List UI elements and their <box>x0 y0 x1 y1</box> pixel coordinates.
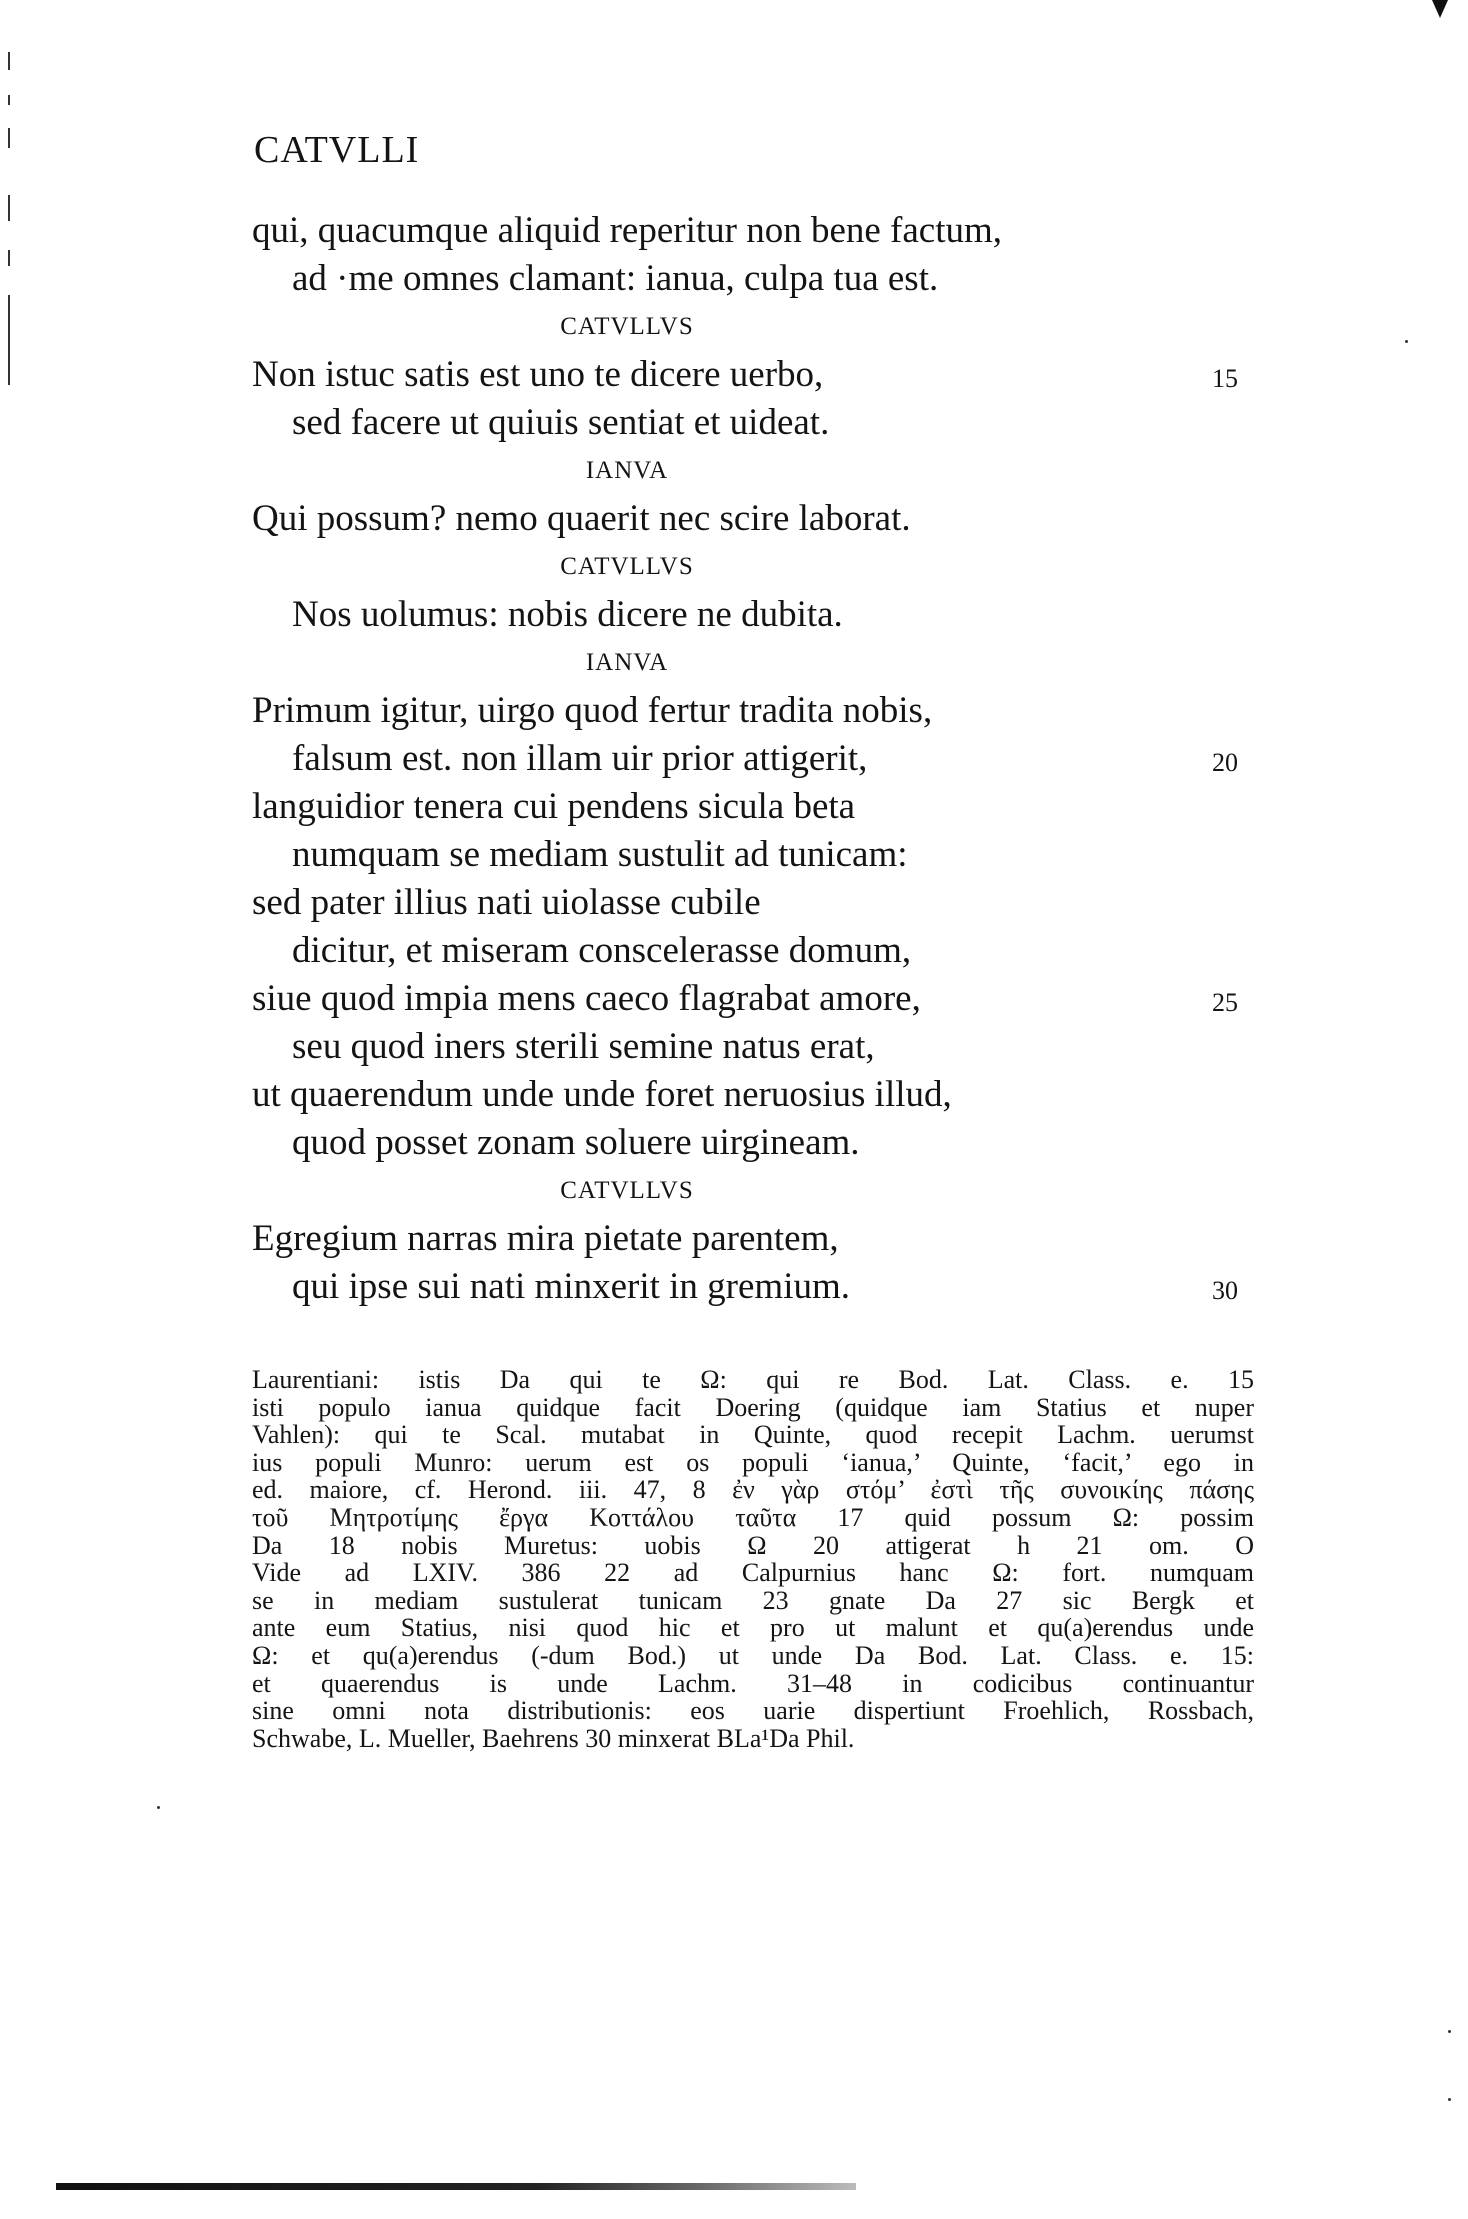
line-number: 25 <box>1212 988 1238 1017</box>
verse-line <box>252 1263 1252 1311</box>
apparatus-line: ius populi Munro: uerum est os populi ‘ianua,’ Quinte, ‘facit,’ ego in <box>252 1447 1254 1477</box>
verse-line <box>252 255 1252 303</box>
bottom-scan-edge <box>56 2183 856 2190</box>
apparatus-line: ed. maiore, cf. Herond. iii. 47, 8 ἐν γὰρ στόμ’ ἐστὶ τῆς συνοικίης πάσης <box>252 1475 1254 1505</box>
apparatus-line: isti populo ianua quidque facit Doering (quidque iam Statius et nuper <box>252 1392 1254 1422</box>
verse-line <box>252 1215 1252 1263</box>
line-number: 15 <box>1212 364 1238 393</box>
apparatus-line: Schwabe, L. Mueller, Baehrens 30 minxerat BLa¹Da Phil. <box>252 1723 855 1753</box>
verse-line <box>252 687 1252 735</box>
speaker-label: CATVLLVS <box>560 553 694 580</box>
verse-line <box>252 783 1252 831</box>
apparatus-line: Laurentiani: istis Da qui te Ω: qui re Bod. Lat. Class. e. 15 <box>252 1365 1254 1394</box>
apparatus-line: ante eum Statius, nisi quod hic et pro ut malunt et qu(a)erendus unde <box>252 1613 1254 1643</box>
verse-text: ad ·me omnes clamant: ianua, culpa tua est. <box>292 258 939 299</box>
poem-text <box>252 207 1252 1311</box>
apparatus-line: et quaerendus is unde Lachm. 31–48 in codicibus continuantur <box>252 1668 1254 1698</box>
verse-line <box>252 591 1252 639</box>
verse-line <box>252 1071 1252 1119</box>
verse-line <box>252 207 1252 255</box>
verse-text: Non istuc satis est uno te dicere uerbo, <box>252 354 824 395</box>
apparatus-line: se in mediam sustulerat tunicam 23 gnate Da 27 sic Bergk et <box>252 1585 1254 1615</box>
verse-text: qui, quacumque aliquid reperitur non bene factum, <box>252 210 1003 251</box>
verse-text: sed facere ut quiuis sentiat et uideat. <box>292 402 830 443</box>
verse-text: ut quaerendum unde unde foret neruosius illud, <box>252 1074 952 1115</box>
verse-text: siue quod impia mens caeco flagrabat amore, <box>252 978 921 1019</box>
verse-text: Egregium narras mira pietate parentem, <box>252 1218 839 1259</box>
line-number: 20 <box>1212 748 1238 777</box>
speck <box>1405 340 1408 343</box>
speaker-label: CATVLLVS <box>560 313 694 340</box>
verse-line <box>252 879 1252 927</box>
line-number: 30 <box>1212 1276 1238 1305</box>
verse-text: Qui possum? nemo quaerit nec scire laborat. <box>252 498 911 539</box>
verse-line <box>252 495 1252 543</box>
verse-text: numquam se mediam sustulit ad tunicam: <box>292 834 908 875</box>
verse-line <box>252 927 1252 975</box>
apparatus-line: Ω: et qu(a)erendus (-dum Bod.) ut unde Da Bod. Lat. Class. e. 15: <box>252 1640 1254 1670</box>
verse-text: languidior tenera cui pendens sicula beta <box>252 786 856 827</box>
speaker-label: IANVA <box>585 457 669 484</box>
speck <box>1448 2098 1451 2101</box>
verse-text: Primum igitur, uirgo quod fertur tradita nobis, <box>252 690 933 731</box>
apparatus-line: Da 18 nobis Muretus: uobis Ω 20 attigerat h 21 om. O <box>252 1530 1254 1560</box>
verse-text: dicitur, et miseram conscelerasse domum, <box>292 930 912 971</box>
verse-text: falsum est. non illam uir prior attigerit, <box>292 738 868 779</box>
verse-text: qui ipse sui nati minxerit in gremium. <box>292 1266 851 1307</box>
verse-text: sed pater illius nati uiolasse cubile <box>252 882 761 923</box>
apparatus-line: τοῦ Μητροτίμης ἔργα Κοττάλου ταῦτα 17 quid possum Ω: possim <box>252 1502 1254 1532</box>
verse-line <box>252 1119 1252 1167</box>
apparatus-line: sine omni nota distributionis: eos uarie dispertiunt Froehlich, Rossbach, <box>252 1696 1254 1726</box>
verse-line <box>252 831 1252 879</box>
speaker-label: CATVLLVS <box>560 1177 694 1204</box>
verse-text: seu quod iners sterili semine natus erat, <box>292 1026 875 1067</box>
speck <box>1448 2030 1451 2033</box>
critical-apparatus <box>252 1366 1254 1752</box>
speaker-label: IANVA <box>585 649 669 676</box>
verse-line <box>252 1023 1252 1071</box>
running-head: CATVLLI <box>254 129 420 171</box>
verse-text: Nos uolumus: nobis dicere ne dubita. <box>292 594 843 635</box>
verse-line <box>252 975 1252 1023</box>
page-corner-mark <box>1432 0 1448 18</box>
speck <box>157 1806 160 1809</box>
verse-line <box>252 735 1252 783</box>
apparatus-line: Vide ad LXIV. 386 22 ad Calpurnius hanc Ω: fort. numquam <box>252 1558 1254 1588</box>
verse-line <box>252 399 1252 447</box>
apparatus-line: Vahlen): qui te Scal. mutabat in Quinte, quod recepit Lachm. uerumst <box>252 1420 1254 1450</box>
verse-line <box>252 351 1252 399</box>
verse-text: quod posset zonam soluere uirgineam. <box>292 1122 860 1163</box>
